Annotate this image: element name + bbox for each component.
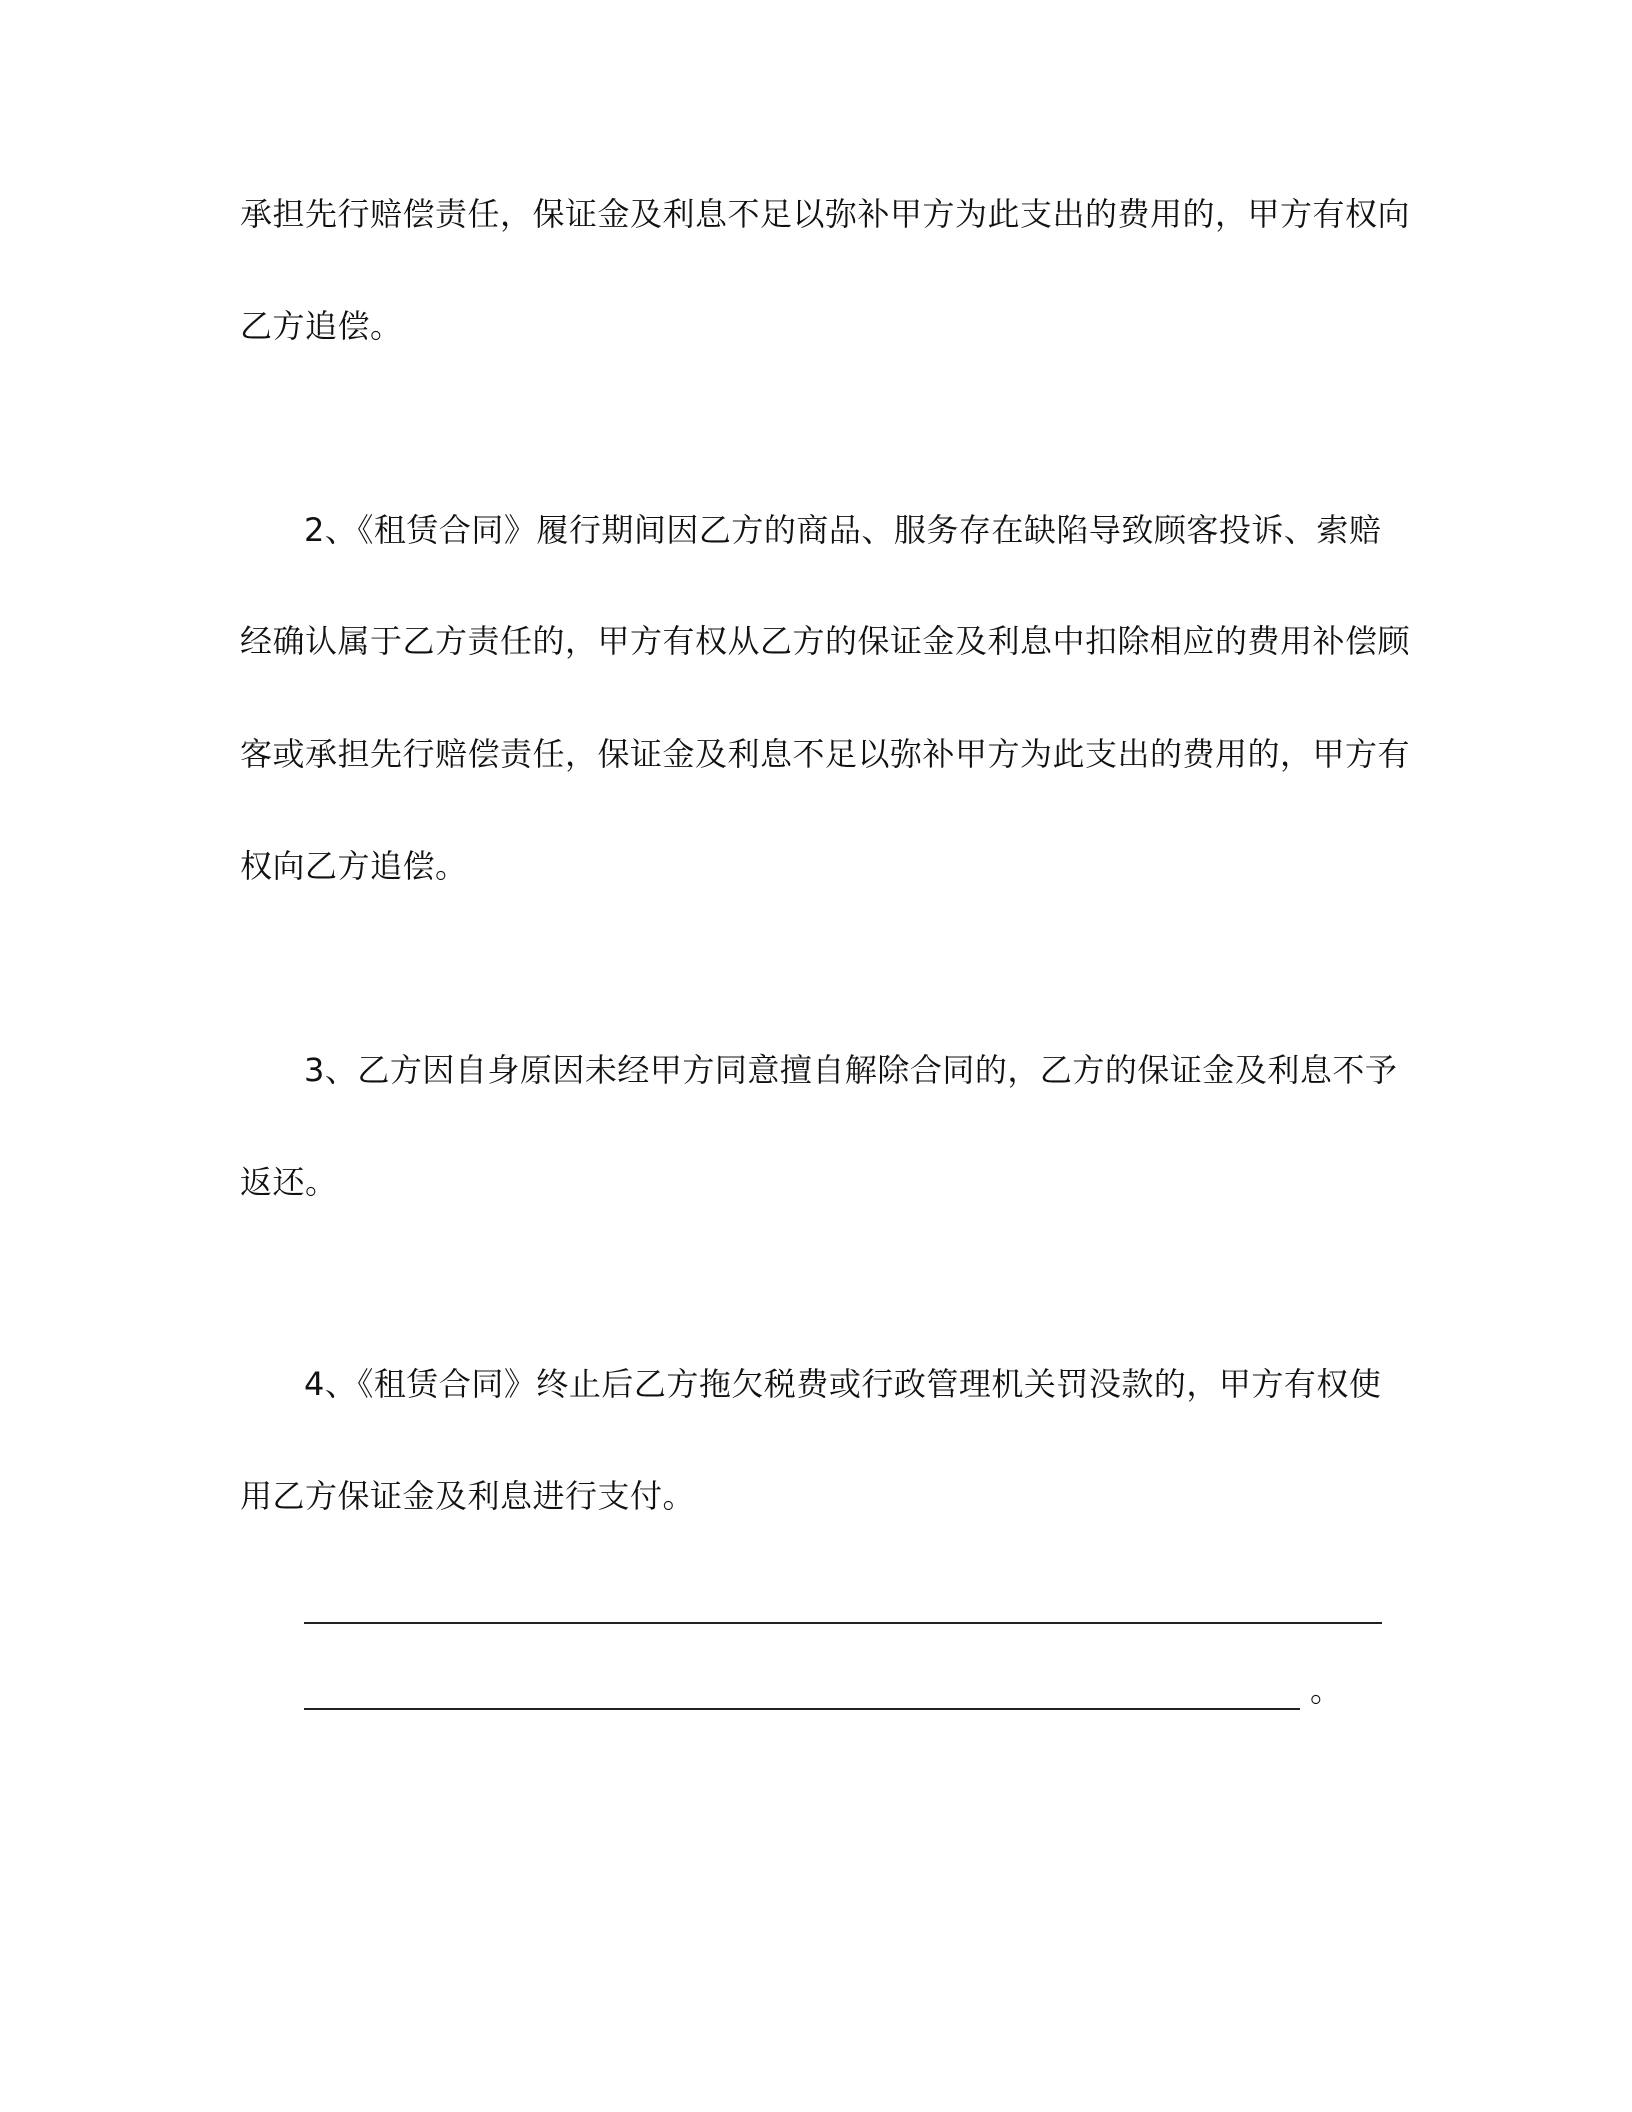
blank-end-mark: 。 xyxy=(1310,1671,1343,1709)
paragraph-4-line-1: 4、《租赁合同》终止后乙方拖欠税费或行政管理机关罚没款的，甲方有权使 xyxy=(304,1365,1382,1403)
paragraph-3-line-2: 返还。 xyxy=(240,1163,338,1201)
blank-line-2 xyxy=(304,1708,1300,1710)
paragraph-2-line-4: 权向乙方追偿。 xyxy=(240,847,468,885)
paragraph-4-line-2: 用乙方保证金及利息进行支付。 xyxy=(240,1477,696,1515)
paragraph-3-line-1: 3、乙方因自身原因未经甲方同意擅自解除合同的，乙方的保证金及利息不予 xyxy=(304,1051,1398,1089)
paragraph-2-line-2: 经确认属于乙方责任的，甲方有权从乙方的保证金及利息中扣除相应的费用补偿顾 xyxy=(240,622,1411,660)
paragraph-2-line-3: 客或承担先行赔偿责任，保证金及利息不足以弥补甲方为此支出的费用的，甲方有 xyxy=(240,735,1411,773)
paragraph-1-line-1: 承担先行赔偿责任，保证金及利息不足以弥补甲方为此支出的费用的，甲方有权向 xyxy=(240,195,1411,233)
paragraph-2-line-1: 2、《租赁合同》履行期间因乙方的商品、服务存在缺陷导致顾客投诉、索赔 xyxy=(304,511,1382,549)
blank-line-1 xyxy=(304,1622,1382,1624)
paragraph-1-line-2: 乙方追偿。 xyxy=(240,307,403,345)
